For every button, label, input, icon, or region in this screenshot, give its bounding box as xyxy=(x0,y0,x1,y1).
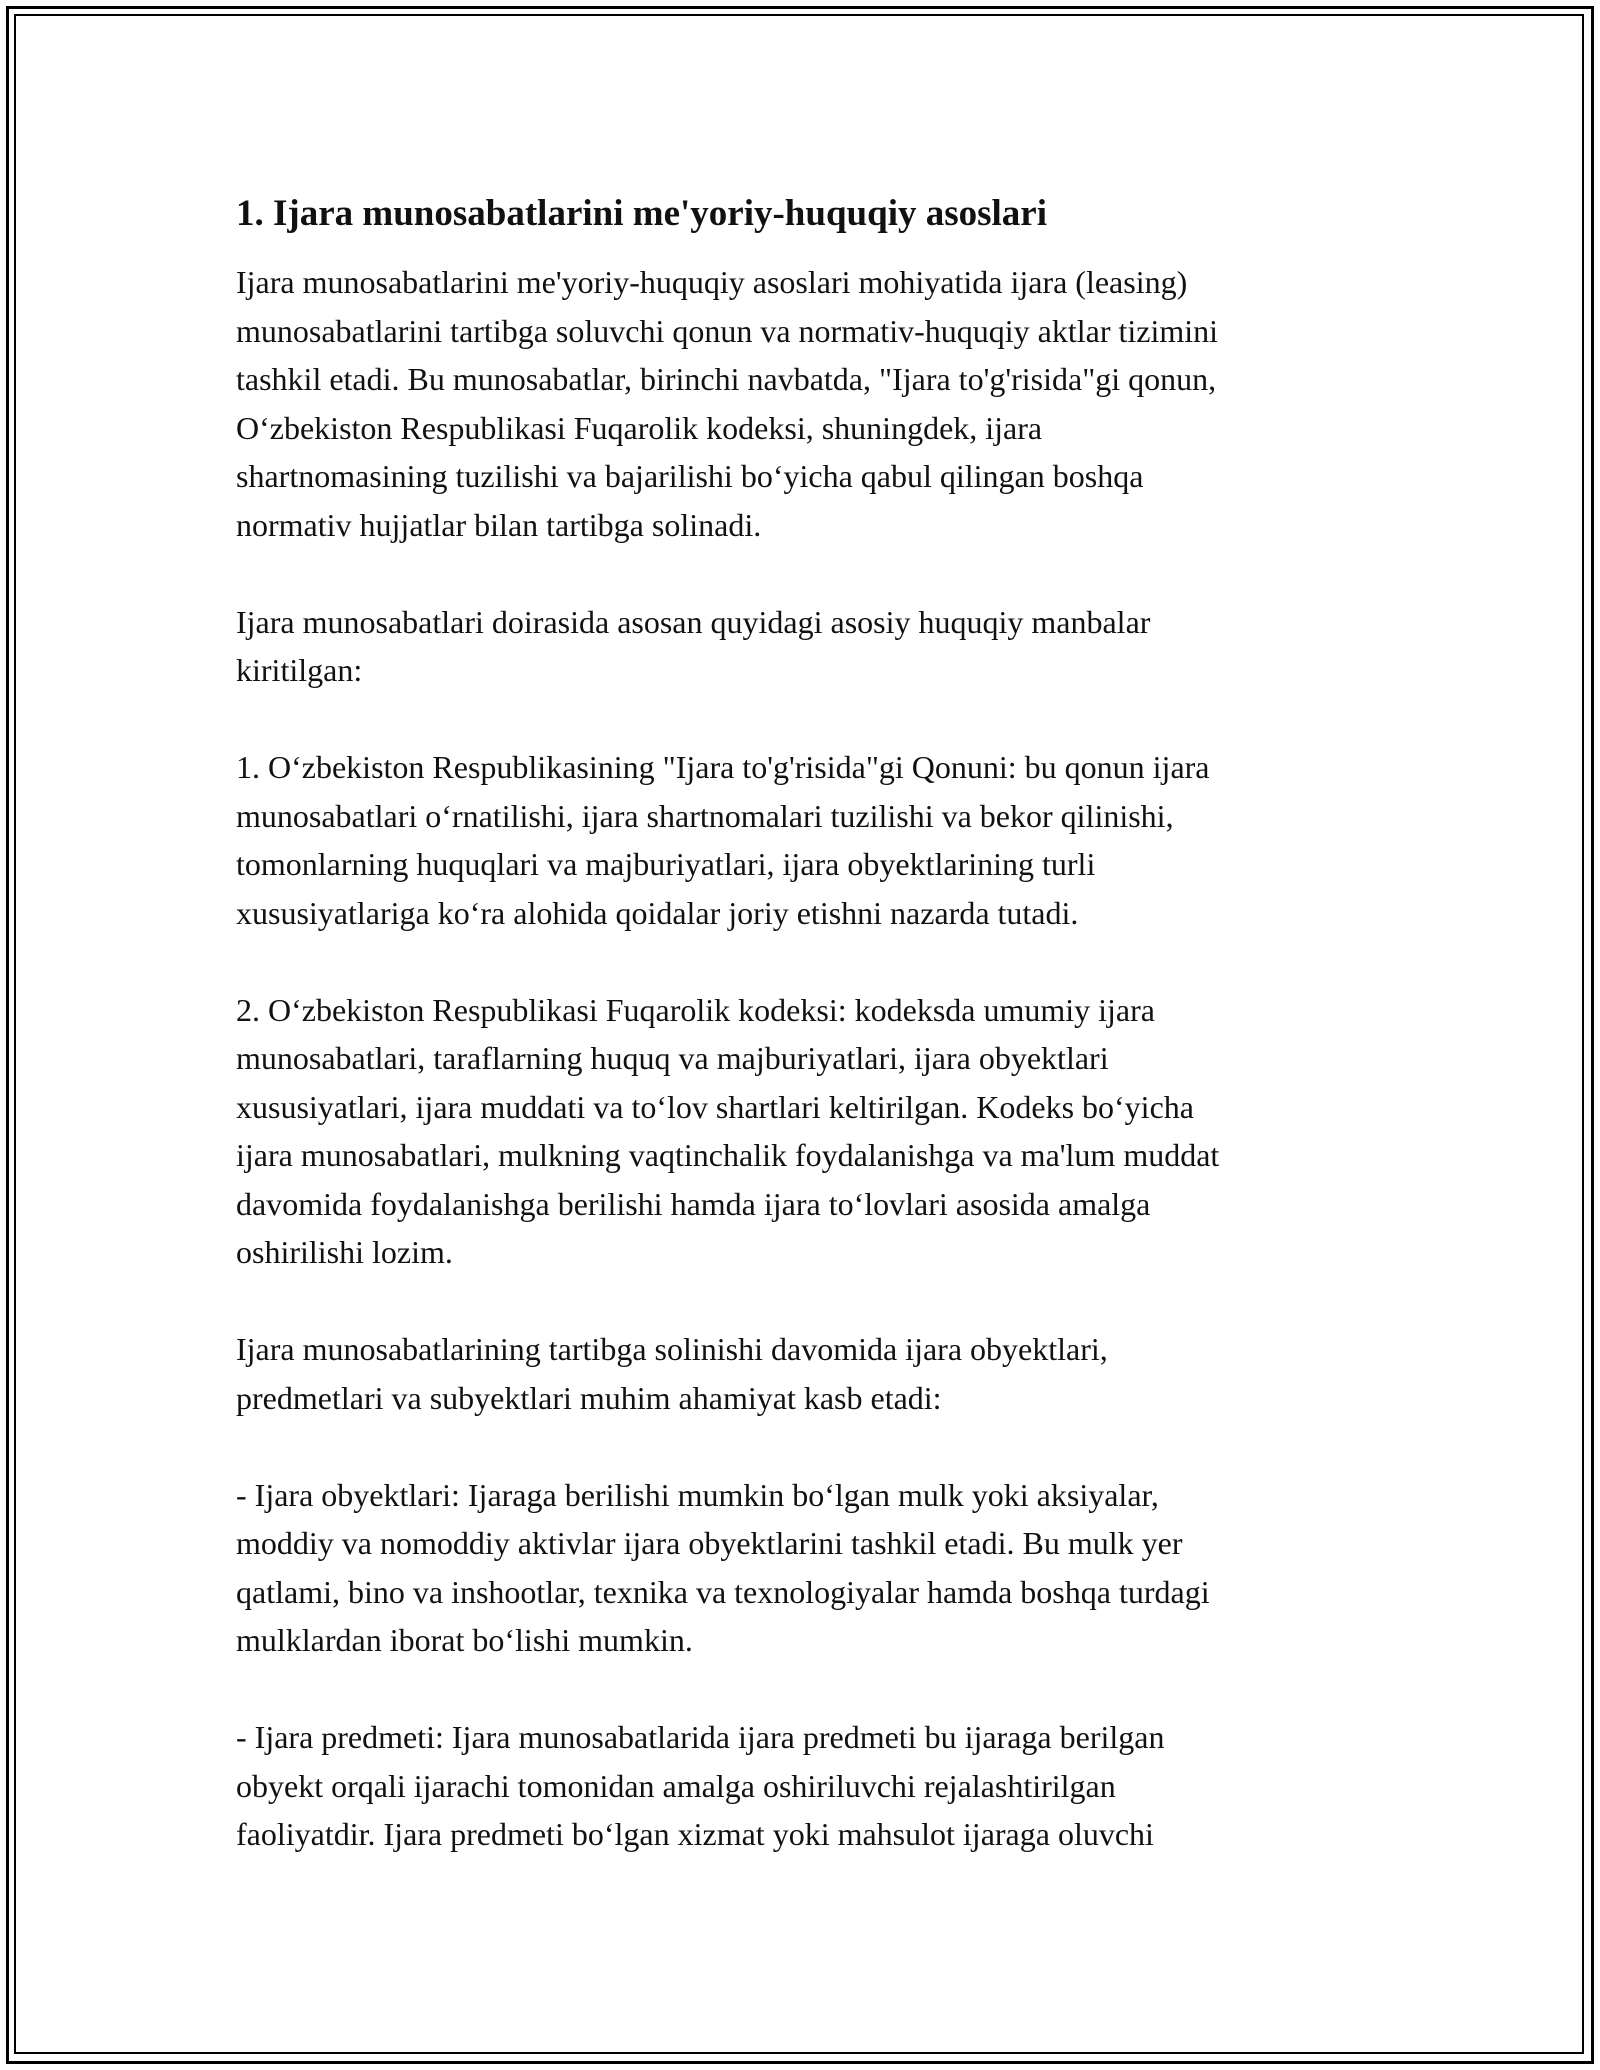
text-line: obyekt orqali ijarachi tomonidan amalga oshiriluvchi rejalashtirilgan xyxy=(236,1767,1116,1804)
text-line: - Ijara predmeti: Ijara munosabatlarida ijara predmeti bu ijaraga berilgan xyxy=(236,1719,1165,1755)
text-line: ijara munosabatlari, mulkning vaqtinchalik foydalanishga va ma'lum muddat xyxy=(236,1137,1220,1173)
text-line: - Ijara obyektlari: Ijaraga berilishi mumkin bo‘lgan mulk yoki aksiyalar, xyxy=(236,1476,1159,1513)
text-line: oshirilishi lozim. xyxy=(236,1234,453,1270)
text-line: davomida foydalanishga berilishi hamda ijara to‘lovlari asosida amalga xyxy=(236,1185,1151,1222)
text-line: tomonlarning huquqlari va majburiyatlari, ijara obyektlarining turli xyxy=(236,846,1096,882)
text-line: tashkil etadi. Bu munosabatlar, birinchi navbatda, "Ijara to'g'risida"gi qonun, xyxy=(236,361,1217,397)
text-line: munosabatlari, taraflarning huquq va majburiyatlari, ijara obyektlari xyxy=(236,1040,1109,1076)
paragraph-intro xyxy=(236,258,1366,549)
text-line: O‘zbekiston Respublikasi Fuqarolik kodeksi, shuningdek, ijara xyxy=(236,409,1043,446)
text-line: predmetlari va subyektlari muhim ahamiyat kasb etadi: xyxy=(236,1379,942,1416)
text-line: normativ hujjatlar bilan tartibga solinadi. xyxy=(236,506,762,543)
text-line: qatlami, bino va inshootlar, texnika va texnologiyalar hamda boshqa turdagi xyxy=(236,1573,1210,1610)
paragraph-source-civil-code xyxy=(236,986,1366,1277)
text-line: Ijara munosabatlarini me'yoriy-huquqiy asoslari mohiyatida ijara (leasing) xyxy=(236,264,1188,300)
text-line: mulklardan iborat bo‘lishi mumkin. xyxy=(236,1622,693,1658)
text-line: Ijara munosabatlarining tartibga solinishi davomida ijara obyektlari, xyxy=(236,1331,1108,1367)
document-title: 1. Ijara munosabatlarini me'yoriy-huquqiy asoslari xyxy=(236,193,1048,234)
document-body xyxy=(236,188,1366,1907)
text-line: xususiyatlari, ijara muddati va to‘lov shartlari keltirilgan. Kodeks bo‘yicha xyxy=(236,1088,1194,1125)
text-line: Ijara munosabatlari doirasida asosan quyidagi asosiy huquqiy manbalar xyxy=(236,603,1151,640)
paragraph-lease-objects xyxy=(236,1471,1366,1665)
text-line: munosabatlarini tartibga soluvchi qonun va normativ-huquqiy aktlar tizimini xyxy=(236,312,1219,349)
text-line: munosabatlari o‘rnatilishi, ijara shartnomalari tuzilishi va bekor qilinishi, xyxy=(236,797,1174,834)
text-line: faoliyatdir. Ijara predmeti bo‘lgan xizmat yoki mahsulot ijaraga oluvchi xyxy=(236,1816,1154,1852)
paragraph-regulation-intro xyxy=(236,1325,1366,1422)
paragraph-source-law xyxy=(236,743,1366,937)
text-line: 2. O‘zbekiston Respublikasi Fuqarolik kodeksi: kodeksda umumiy ijara xyxy=(236,991,1155,1028)
paragraph-lease-subject xyxy=(236,1713,1366,1859)
text-line: 1. O‘zbekiston Respublikasining "Ijara to'g'risida"gi Qonuni: bu qonun ijara xyxy=(236,749,1210,785)
text-line: xususiyatlariga ko‘ra alohida qoidalar joriy etishni nazarda tutadi. xyxy=(236,894,1079,931)
text-line: kiritilgan: xyxy=(236,652,363,688)
text-line: moddiy va nomoddiy aktivlar ijara obyektlarini tashkil etadi. Bu mulk yer xyxy=(236,1525,1183,1561)
paragraph-sources-intro xyxy=(236,598,1366,695)
text-line: shartnomasining tuzilishi va bajarilishi bo‘yicha qabul qilingan boshqa xyxy=(236,458,1144,494)
